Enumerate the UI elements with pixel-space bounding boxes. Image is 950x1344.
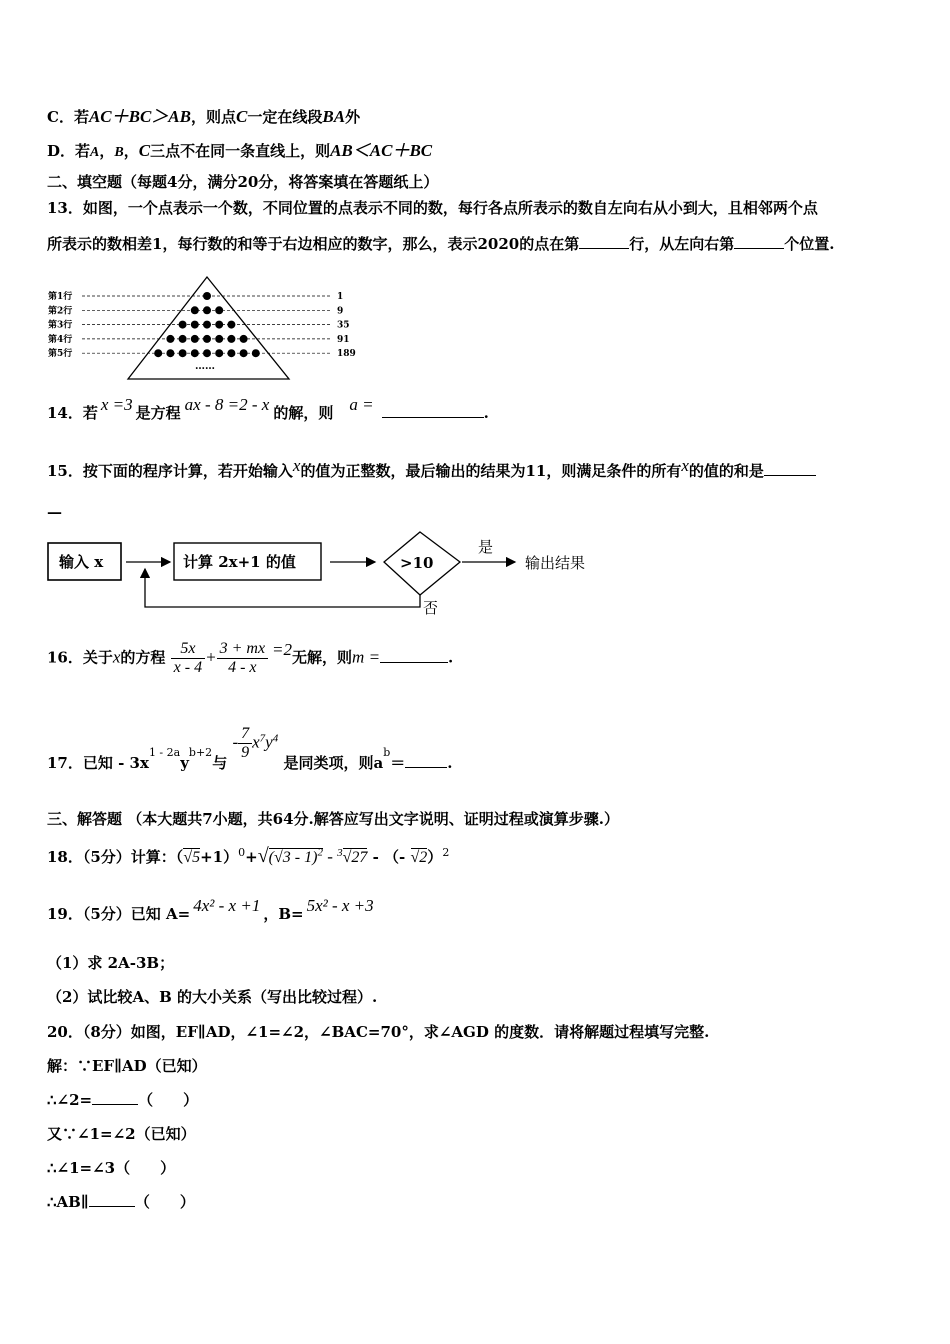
row-label: 第1行 [48, 292, 73, 302]
fraction: $\frac{7}{9}$ [238, 725, 252, 762]
dots-ellipsis: …… [195, 361, 215, 372]
dot [215, 335, 223, 343]
dot [215, 349, 223, 357]
q17: 17．已知 - $3x^{1 - 2a}y^{b+2}$与 - $\frac{7}{9}$ $x^7y^4$ 是同类项，则$a^b=$ . [47, 725, 453, 772]
q20-step5: ∴AB∥ （ ） [47, 1193, 195, 1211]
section-2-heading: 二、填空题（每题4分，满分20分，将答案填在答题纸上） [47, 173, 439, 191]
q20-step4: ∴∠1=∠3（ ） [47, 1159, 176, 1177]
yes-label: 是 [478, 538, 494, 556]
section-3-heading: 三、解答题 （本大题共7小题，共64分.解答应写出文字说明、证明过程或演算步骤.） [47, 810, 619, 828]
dot [227, 321, 235, 329]
q13-line2: 所表示的数相差1，每行数的和等于右边相应的数字，那么，表示2020的点在第 行，从左向右第 个位置. [47, 235, 835, 253]
q20-step2: ∴∠2= （ ） [47, 1091, 199, 1109]
row-sum: 35 [337, 320, 350, 331]
option-c: C．若AC＋BC＞AB，则点C一定在线段BA外 [47, 107, 361, 126]
q19-part2: （2）试比较A、B 的大小关系（写出比较过程）. [47, 988, 378, 1006]
q19-part1: （1）求 2A-3B； [47, 954, 175, 972]
answer-blank[interactable] [405, 753, 447, 768]
dot [166, 349, 174, 357]
q15-continuation: — [47, 503, 62, 521]
dot [215, 321, 223, 329]
answer-blank[interactable] [92, 1090, 138, 1105]
dot [227, 349, 235, 357]
dot [166, 335, 174, 343]
row-sum: 9 [337, 306, 344, 317]
q14: 14．若 x =3 是方程 ax - 8 =2 - x 的解，则 a = . [47, 395, 489, 422]
decision-label: >10 [400, 554, 434, 572]
dot [240, 349, 248, 357]
q15: 15．按下面的程序计算，若开始输入x的值为正整数，最后输出的结果为11，则满足条件的所有x的值的和是 [47, 460, 816, 481]
program-flowchart [45, 527, 615, 619]
dot [203, 349, 211, 357]
dot [179, 335, 187, 343]
q20: 20．（8分）如图，EF∥AD，∠1=∠2，∠BAC=70°，求∠AGD 的度数．请将解题过程填写完整. [47, 1023, 710, 1041]
dot [191, 349, 199, 357]
dot [240, 335, 248, 343]
fraction: $\frac{5x}{x - 4}$ [171, 640, 205, 677]
option-d: D．若A，B，C三点不在同一条直线上，则AB＜AC＋BC [47, 141, 433, 160]
q13-line1: 13．如图，一个点表示一个数，不同位置的点表示不同的数，每行各点所表示的数自左向右从小到大，且相邻两个点 [47, 199, 818, 217]
output-label: 输出结果 [525, 554, 586, 572]
answer-blank[interactable] [734, 234, 784, 249]
dot [203, 306, 211, 314]
q20-step1: 解：∵EF∥AD（已知） [47, 1057, 207, 1075]
row-label: 第3行 [48, 320, 73, 331]
row-sum: 1 [337, 292, 344, 302]
dot [227, 335, 235, 343]
q19: 19．（5分）已知 A= 4x² - x +1 ，B= 5x² - x +3 [47, 896, 374, 923]
dot [203, 321, 211, 329]
row-label: 第4行 [48, 334, 73, 345]
dot-triangle-figure [45, 272, 365, 384]
row-sum: 189 [337, 349, 356, 360]
answer-blank[interactable] [89, 1192, 135, 1207]
dot [154, 349, 162, 357]
answer-blank[interactable] [382, 403, 484, 418]
dot [179, 321, 187, 329]
q16: 16．关于x的方程 $\frac{5x}{x - 4}$ + $\frac{3 + mx}{4 - x}$ =2无解，则m = . [47, 639, 454, 676]
answer-blank[interactable] [380, 648, 448, 663]
no-label: 否 [423, 599, 439, 617]
dot [252, 349, 260, 357]
dot [203, 335, 211, 343]
input-label: 输入 x [59, 553, 104, 571]
row-sum: 91 [337, 334, 350, 345]
answer-blank[interactable] [764, 461, 816, 476]
dot [191, 306, 199, 314]
q18: 18．（5分）计算：$(√5+1)^0+√(√3 - 1)^2 - ^3√27$ - （- √2）$^2$ [47, 845, 450, 867]
dot [215, 306, 223, 314]
row-label: 第2行 [48, 306, 73, 317]
dot [179, 349, 187, 357]
answer-blank[interactable] [579, 234, 629, 249]
fraction: $\frac{3 + mx}{4 - x}$ [217, 640, 268, 677]
q20-step3: 又∵∠1=∠2（已知） [47, 1125, 196, 1143]
row-label: 第5行 [48, 349, 73, 360]
dot [191, 335, 199, 343]
dot [191, 321, 199, 329]
dot [203, 292, 211, 300]
compute-label: 计算 2x+1 的值 [183, 553, 296, 571]
